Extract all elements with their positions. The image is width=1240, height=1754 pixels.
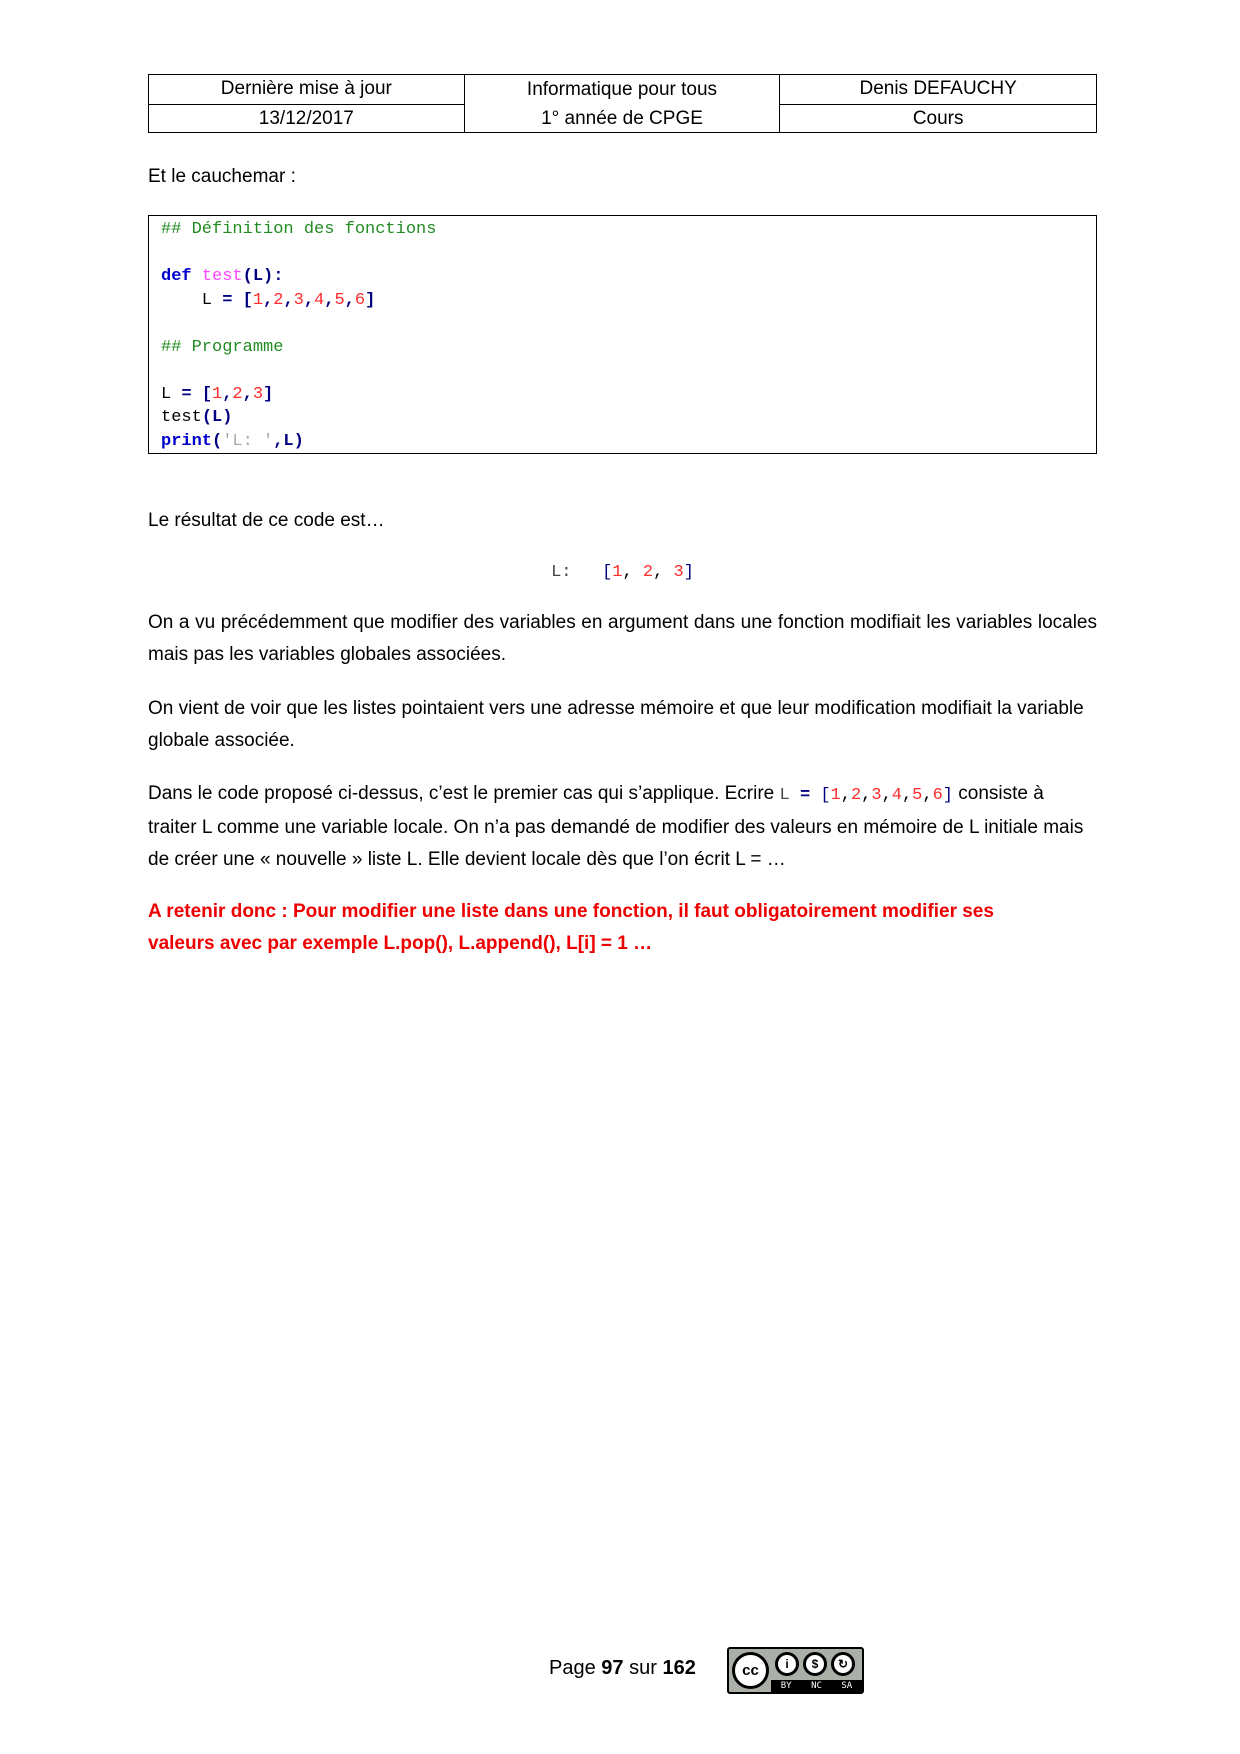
- code-op: =: [222, 290, 233, 310]
- noncommercial-icon: $: [803, 1652, 827, 1676]
- page-number: [549, 1657, 696, 1680]
- code-bracket: [: [242, 290, 253, 310]
- code-params: (L):: [242, 267, 284, 286]
- license-sa: SA: [841, 1681, 853, 1691]
- code-num: 6: [354, 290, 366, 310]
- inline-code-num: 2: [850, 786, 862, 805]
- code-args: (L): [201, 408, 233, 427]
- page-label: Page: [549, 1657, 596, 1679]
- header-table: [148, 74, 1097, 133]
- inline-code-num: 4: [891, 786, 902, 805]
- code-comment: ## Programme: [161, 337, 284, 357]
- paragraph-3-text: Dans le code proposé ci-dessus, c’est le premier cas qui s’applique. Ecrire: [148, 783, 780, 804]
- code-bracket: ]: [365, 290, 376, 310]
- course-title: Informatique pour tous: [526, 78, 718, 100]
- paragraph-3-text: consiste à traiter L comme une variable locale. On n’a pas demandé de modifier des valeurs en mémoire de L initiale mais de créer une « nouvelle » liste L. Elle devient locale dès que l’on écrit L = …: [148, 783, 1084, 870]
- author: Denis DEFAUCHY: [780, 75, 1096, 105]
- code-keyword: print: [161, 431, 213, 451]
- code-comment: ## Définition des fonctions: [161, 220, 437, 239]
- code-num: 2: [273, 290, 284, 310]
- code-block: ## Définition des fonctions def test(L): L = [1,2,3,4,5,6] ## Programme L = [1,2,3] test(L) print('L: ',L): [148, 215, 1097, 454]
- inline-code-op: =: [799, 786, 811, 805]
- paragraph-3: Dans le code proposé ci-dessus, c’est le premier cas qui s’applique. Ecrire L = [1,2,3,4,5,6] consiste à traiter L comme une variable locale. On n’a pas demandé de modifier des valeurs en mémoire de L initiale mais de créer une « nouvelle » liste L. Elle devient locale dès que l’on écrit L = …: [148, 783, 1084, 870]
- total-pages: 162: [662, 1657, 696, 1679]
- output-label: L:: [551, 563, 572, 582]
- output-bracket: ]: [683, 563, 694, 582]
- course-level: 1° année de CPGE: [541, 107, 703, 129]
- output-value: 1: [612, 563, 623, 582]
- license-nc: NC: [811, 1681, 822, 1691]
- output-value: 2: [642, 563, 654, 582]
- key-takeaway: A retenir donc : Pour modifier une liste dans une fonction, il faut obligatoirement modifier ses valeurs avec par exemple L.pop(), L.append(), L[i] = 1 …: [148, 901, 994, 954]
- code-bracket: [: [201, 384, 213, 404]
- code-args: ,L): [273, 431, 304, 451]
- code-var: L: [161, 290, 223, 310]
- paragraph-2: On vient de voir que les listes pointaient vers une adresse mémoire et que leur modification modifiait la variable globale associée.: [148, 698, 1084, 751]
- inline-code-num: 1: [830, 786, 841, 805]
- inline-code-bracket: ]: [942, 786, 953, 805]
- code-function-name: test: [201, 267, 243, 286]
- code-keyword: def: [161, 267, 192, 286]
- code-num: 1: [212, 384, 223, 404]
- code-string: 'L: ': [222, 431, 274, 451]
- inline-code-num: 5: [912, 786, 923, 805]
- doc-type: Cours: [912, 107, 964, 129]
- code-bracket: ]: [263, 384, 274, 404]
- paragraph-1: On a vu précédemment que modifier des variables en argument dans une fonction modifiait les variables locales mais pas les variables globales associées.: [148, 612, 1097, 665]
- code-call: test: [161, 408, 202, 427]
- code-num: 1: [252, 290, 264, 310]
- result-intro: Le résultat de ce code est…: [148, 510, 385, 531]
- sharealike-icon: ↻: [831, 1652, 855, 1676]
- attribution-icon: i: [775, 1652, 799, 1676]
- code-num: 4: [314, 290, 325, 310]
- program-output: L: [1, 2, 3]: [551, 563, 694, 582]
- inline-code-var: L: [779, 786, 800, 805]
- last-update-date: 13/12/2017: [258, 107, 354, 129]
- inline-code-bracket: [: [820, 786, 831, 805]
- code-num: 3: [252, 384, 264, 404]
- current-page: 97: [601, 1657, 624, 1679]
- license-terms: [771, 1680, 862, 1692]
- license-by: BY: [780, 1681, 792, 1691]
- last-update-label: Dernière mise à jour: [149, 75, 464, 105]
- code-num: 2: [232, 384, 243, 404]
- code-op: =: [181, 384, 192, 404]
- cc-license-badge: [727, 1647, 864, 1694]
- inline-code-num: 3: [871, 786, 882, 805]
- page-of: sur: [629, 1657, 657, 1679]
- output-value: 3: [673, 563, 684, 582]
- code-num: 5: [334, 290, 345, 310]
- inline-code-num: 6: [932, 786, 943, 805]
- intro-text: Et le cauchemar :: [148, 166, 296, 187]
- code-var: L: [161, 384, 182, 404]
- output-bracket: [: [602, 563, 613, 582]
- code-op: (: [212, 431, 223, 451]
- code-num: 3: [293, 290, 304, 310]
- cc-icon: cc: [732, 1652, 769, 1689]
